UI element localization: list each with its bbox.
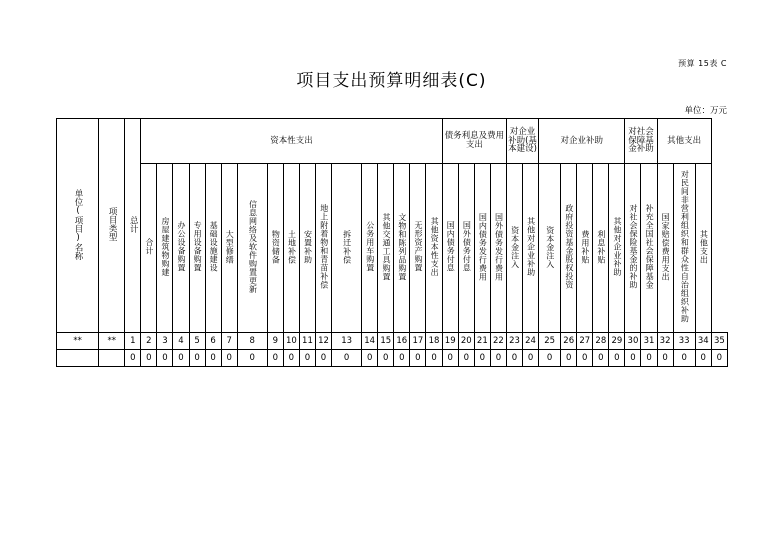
cell-val-30: 0: [609, 350, 625, 367]
col-header-it-network: 信息网络及软件购置更新: [237, 164, 267, 333]
cell-val-27: 0: [561, 350, 577, 367]
cell-val-20: 0: [442, 350, 458, 367]
group-header-enterprise-capital: 对企业补助(基本建设): [506, 119, 538, 164]
cell-num-2: 1: [125, 333, 141, 350]
cell-val-16: 0: [378, 350, 394, 367]
col-header-capital-injection-basic: 资本金注入: [506, 164, 522, 333]
col-header-social-insurance-subsidy: 对社会保险基金的补助: [625, 164, 641, 333]
cell-num-14: 13: [332, 333, 362, 350]
col-header-attachment-compensation: 地上附着物和青苗补偿: [315, 164, 331, 333]
cell-num-36: 35: [711, 333, 727, 350]
cell-val-35: 0: [695, 350, 711, 367]
cell-val-25: 0: [523, 350, 539, 367]
cell-val-26: 0: [539, 350, 561, 367]
col-header-buildings: 房屋建筑物购建: [157, 164, 173, 333]
cell-num-35: 34: [695, 333, 711, 350]
cell-val-11: 0: [283, 350, 299, 367]
cell-num-22: 21: [474, 333, 490, 350]
col-header-cultural-relics: 文物和陈列品购置: [394, 164, 410, 333]
col-header-office-equipment: 办公设备购置: [173, 164, 189, 333]
cell-val-7: 0: [205, 350, 221, 367]
header-total: 总计: [125, 119, 141, 333]
cell-num-29: 28: [593, 333, 609, 350]
header-unit-name: 单位(项目)名称: [57, 119, 99, 333]
col-header-other-expenditure: 其他支出: [695, 164, 711, 333]
col-header-other-capital: 其他资本性支出: [426, 164, 442, 333]
cell-num-28: 27: [577, 333, 593, 350]
cell-num-10: 9: [267, 333, 283, 350]
col-header-demolition-compensation: 拆迁补偿: [332, 164, 362, 333]
col-header-special-equipment: 专用设备购置: [189, 164, 205, 333]
col-header-capital-injection: 资本金注入: [539, 164, 561, 333]
cell-num-34: 33: [673, 333, 695, 350]
col-header-gov-fund-equity: 政府投资基金股权投资: [561, 164, 577, 333]
cell-val-15: 0: [362, 350, 378, 367]
cell-val-21: 0: [458, 350, 474, 367]
cell-num-24: 23: [506, 333, 522, 350]
group-header-capital: 资本性支出: [141, 119, 442, 164]
col-header-foreign-interest: 国外债务付息: [458, 164, 474, 333]
col-header-land-compensation: 土地补偿: [283, 164, 299, 333]
cell-num-26: 25: [539, 333, 561, 350]
col-header-other-enterprise-subsidy: 其他对企业补助: [609, 164, 625, 333]
cell-val-6: 0: [189, 350, 205, 367]
col-header-national-ssf-supplement: 补充全国社会保障基金: [641, 164, 657, 333]
cell-num-7: 6: [205, 333, 221, 350]
cell-num-19: 18: [426, 333, 442, 350]
group-header-enterprise-subsidy: 对企业补助: [539, 119, 625, 164]
table-group-header-row: [57, 119, 728, 164]
col-header-material-reserve: 物资储备: [267, 164, 283, 333]
cell-num-32: 31: [641, 333, 657, 350]
cell-num-33: 32: [657, 333, 673, 350]
cell-val-19: 0: [426, 350, 442, 367]
col-header-major-repair: 大型修缮: [221, 164, 237, 333]
cell-val-22: 0: [474, 350, 490, 367]
cell-val-36: 0: [711, 350, 727, 367]
unit-note: 单位：万元: [684, 106, 727, 116]
group-header-social-security: 对社会保障基金补助: [625, 119, 657, 164]
cell-val-34: 0: [673, 350, 695, 367]
cell-num-31: 30: [625, 333, 641, 350]
col-header-other-transport: 其他交通工具购置: [378, 164, 394, 333]
cell-num-1: **: [99, 333, 125, 350]
cell-val-24: 0: [506, 350, 522, 367]
page-title: 项目支出预算明细表(C): [296, 71, 487, 91]
cell-num-8: 7: [221, 333, 237, 350]
group-header-debt: 债务利息及费用支出: [442, 119, 506, 164]
col-header-official-vehicle: 公务用车购置: [362, 164, 378, 333]
col-header-domestic-interest: 国内债务付息: [442, 164, 458, 333]
cell-num-27: 26: [561, 333, 577, 350]
col-header-interest-subsidy: 利息补贴: [593, 164, 609, 333]
header-project-type: 项目类型: [99, 119, 125, 333]
cell-val-1: [99, 350, 125, 367]
col-header-subtotal: 合计: [141, 164, 157, 333]
cell-val-18: 0: [410, 350, 426, 367]
document-code: 预算 15表 C: [678, 59, 727, 68]
cell-num-9: 8: [237, 333, 267, 350]
cell-val-33: 0: [657, 350, 673, 367]
col-header-other-enterprise-subsidy-basic: 其他对企业补助: [523, 164, 539, 333]
cell-num-23: 22: [490, 333, 506, 350]
cell-num-11: 10: [283, 333, 299, 350]
cell-val-32: 0: [641, 350, 657, 367]
cell-val-12: 0: [299, 350, 315, 367]
cell-val-4: 0: [157, 350, 173, 367]
cell-num-25: 24: [523, 333, 539, 350]
cell-num-17: 16: [394, 333, 410, 350]
cell-val-13: 0: [315, 350, 331, 367]
cell-val-9: 0: [237, 350, 267, 367]
col-header-npo-subsidy: 对民间非营利组织和群众性自治组织补助: [673, 164, 695, 333]
col-header-expense-subsidy: 费用补贴: [577, 164, 593, 333]
col-header-infrastructure: 基础设施建设: [205, 164, 221, 333]
cell-val-14: 0: [332, 350, 362, 367]
table-row: [57, 350, 728, 367]
cell-num-5: 4: [173, 333, 189, 350]
table-column-header-row: [57, 164, 728, 333]
cell-num-15: 14: [362, 333, 378, 350]
cell-val-0: [57, 350, 99, 367]
col-header-state-compensation: 国家赔偿费用支出: [657, 164, 673, 333]
cell-val-17: 0: [394, 350, 410, 367]
cell-val-3: 0: [141, 350, 157, 367]
cell-val-29: 0: [593, 350, 609, 367]
cell-val-31: 0: [625, 350, 641, 367]
cell-val-2: 0: [125, 350, 141, 367]
group-header-other: 其他支出: [657, 119, 711, 164]
col-header-intangible-assets: 无形资产购置: [410, 164, 426, 333]
cell-val-10: 0: [267, 350, 283, 367]
cell-num-20: 19: [442, 333, 458, 350]
cell-num-3: 2: [141, 333, 157, 350]
cell-num-0: **: [57, 333, 99, 350]
cell-val-28: 0: [577, 350, 593, 367]
budget-detail-table: [56, 118, 728, 367]
cell-num-13: 12: [315, 333, 331, 350]
cell-num-4: 3: [157, 333, 173, 350]
cell-val-5: 0: [173, 350, 189, 367]
cell-val-23: 0: [490, 350, 506, 367]
col-header-foreign-issue-fee: 国外债务发行费用: [490, 164, 506, 333]
cell-num-12: 11: [299, 333, 315, 350]
cell-num-30: 29: [609, 333, 625, 350]
cell-num-16: 15: [378, 333, 394, 350]
col-header-domestic-issue-fee: 国内债务发行费用: [474, 164, 490, 333]
cell-num-18: 17: [410, 333, 426, 350]
cell-num-21: 20: [458, 333, 474, 350]
col-header-resettlement: 安置补助: [299, 164, 315, 333]
cell-val-8: 0: [221, 350, 237, 367]
cell-num-6: 5: [189, 333, 205, 350]
table-row: [57, 333, 728, 350]
